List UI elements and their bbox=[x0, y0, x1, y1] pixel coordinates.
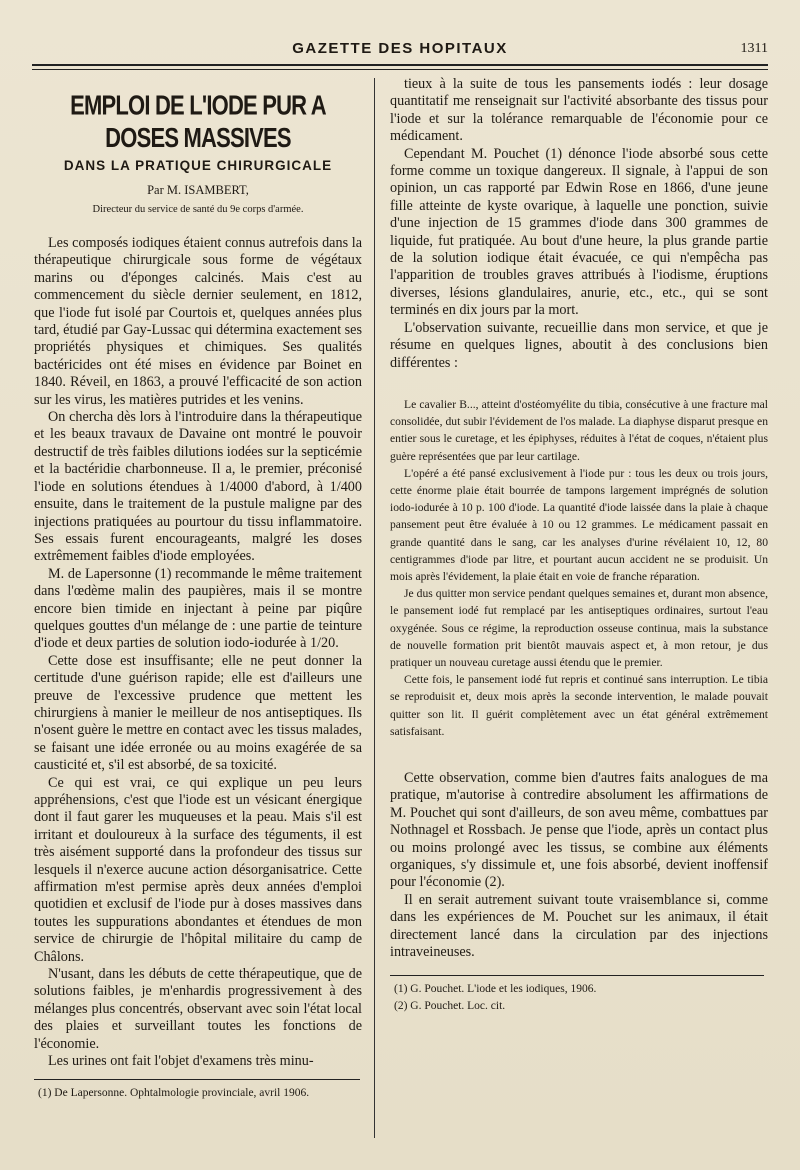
paragraph: N'usant, dans les débuts de cette thérapeutique, que de solutions faibles, je m'enhardis progressivement à des mélanges plus concentrés, observant avec soin l'état local des plaies et surveillant toutes les fonctions de l'économie. bbox=[34, 966, 362, 1052]
paragraph: M. de Lapersonne (1) recommande le même traitement dans l'œdème malin des paupières, mais il se montre encore bien timide en injectant à peine par piqûre quelques gouttes d'un mélange de : une partie de teinture d'iode et deux parties de solution iodo-iodurée à 1/20. bbox=[34, 565, 362, 652]
article-title: EMPLOI DE L'IODE PUR A DOSES MASSIVES bbox=[70, 89, 326, 154]
article-subtitle: DANS LA PRATIQUE CHIRURGICALE bbox=[63, 158, 333, 173]
page-number: 1311 bbox=[740, 41, 768, 56]
observation-paragraph: Je dus quitter mon service pendant quelques semaines et, durant mon absence, le pansement iodé fut remplacé par les antiseptiques ordinaires, surtout l'eau oxygénée. Sous ce régime, la reproduction osseuse continua, mais la substance de nouvelle formation prit bientôt mauvais aspect et, à mon retour, je dus pratiquer un nouveau curetage aussi étendu que le premier. bbox=[390, 587, 768, 669]
observation-paragraph: Le cavalier B..., atteint d'ostéomyélite du tibia, consécutive à une fracture mal consolidée, dut subir l'évidement de l'os malade. La diaphyse disparut presque en entier sous le curetage, et les épiphyses, réduites à l'état de coques, n'étaient plus guère représentées que par leur cartilage. bbox=[390, 397, 768, 463]
observation-paragraph: L'opéré a été pansé exclusivement à l'iode pur : tous les deux ou trois jours, cette énorme plaie était bourrée de tampons largement imprégnés de solution iodo-iodurée à 10 p. 100 d'iode. La quantité d'iode laissée dans la plaie à chaque pansement peut être évaluée à 10 ou 12 grammes. Le médicament passait en grande quantité dans le sang, car les analyses d'urine révélaient 10, 12, 80 centigrammes d'iode par litre, et pourtant aucun accident ne se produisit. Un mois après l'évidement, la plaie était en voie de franche réparation. bbox=[390, 466, 768, 583]
right-body-text-continued bbox=[390, 770, 768, 961]
column-divider bbox=[374, 78, 375, 1138]
paragraph: tieux à la suite de tous les pansements iodés : leur dosage quantitatif me renseignait sur l'activité absorbante des tissus pour l'iode et sur la tolérance remarquable de l'économie pour ce médicament. bbox=[390, 76, 768, 145]
case-observation bbox=[390, 396, 768, 740]
header-rule-thin bbox=[32, 69, 768, 70]
footnote-rule bbox=[34, 1079, 360, 1080]
footnote: (2) G. Pouchet. Loc. cit. bbox=[394, 1000, 506, 1013]
paragraph: Les urines ont fait l'objet d'examens très minu- bbox=[48, 1053, 314, 1070]
header-rule bbox=[32, 64, 768, 66]
paragraph: Ce qui est vrai, ce qui explique un peu leurs appréhensions, c'est que l'iode est un vésicant énergique dont il faut garer les muqueuses et la peau. Mais s'il est irritant et douloureux à la surface des téguments, il est très aisément supporté dans la profondeur des tissus sur lesquels il n'exerce aucune action désorganisatrice. Cette affirmation m'est permise après deux années d'emploi quotidien et exclusif de l'iode pur à doses massives dans toutes les suppurations abondantes et étendues de mon service de chirurgie de l'hôpital militaire du camp de Châlons. bbox=[34, 774, 362, 965]
observation-paragraph: Cette fois, le pansement iodé fut repris et continué sans interruption. Le tibia se reproduisit et, deux mois après la seconde intervention, le malade pouvait quitter son lit. Il guérit complètement avec un état général extrêmement satisfaisant. bbox=[390, 673, 768, 738]
right-column bbox=[390, 76, 768, 1014]
paragraph: On chercha dès lors à l'introduire dans la thérapeutique et les beaux travaux de Davaine ont montré le pouvoir destructif de très faibles dilutions iodées sur la septicémie et la bactéridie charbonneuse. Il a, le premier, préconisé l'iode en solutions étendues à 1/4000 d'abord, à 1/400 ensuite, dans le traitement de la pustule maligne par des injections pratiquées au pourtour du tissu inflammatoire. Ses essais furent encourageants, malgré les doses extrêmement faibles d'iode employées. bbox=[34, 409, 362, 565]
paragraph: Cette dose est insuffisante; elle ne peut donner la certitude d'une guérison rapide; elle est d'ailleurs une preuve de l'excessive prudence que mettent les chirurgiens à manier le meilleur de nos antiseptiques. Ils n'osent guère le mettre en contact avec les tissus malades, se faisant une idée erronée ou au moins exagérée de sa causticité et, s'il est absorbé, de sa toxicité. bbox=[34, 652, 362, 774]
left-body-text bbox=[34, 235, 362, 1071]
running-head bbox=[0, 40, 800, 60]
right-body-text bbox=[390, 76, 768, 372]
left-column bbox=[34, 86, 362, 1101]
paragraph: Cette observation, comme bien d'autres faits analogues de ma pratique, m'autorise à contredire absolument les affirmations de M. Pouchet qui sont d'ailleurs, de son aveu même, combattues par Nothnagel et Rossbach. Je pense que l'iode, après un contact plus ou moins prolongé avec les tissus, se combine aux éléments organiques, s'y dissimule et, une fois absorbé, devient inoffensif pour l'économie (2). bbox=[390, 769, 768, 891]
footnote-rule bbox=[390, 975, 764, 976]
author-byline: Par M. ISAMBERT, bbox=[147, 183, 249, 197]
author-affiliation: Directeur du service de santé du 9e corps d'armée. bbox=[92, 204, 304, 215]
paragraph: Cependant M. Pouchet (1) dénonce l'iode absorbé sous cette forme comme un toxique dangereux. Il signale, à l'appui de son opinion, un cas rapporté par Edwin Rose en 1866, d'une jeune fille atteinte de kyste ovarique, à laquelle une ponction, suivie d'une injection de 15 grammes d'iode dans 300 grammes de liquide, fut pratiquée. Au bout d'une heure, la plus grande partie de la solution iodique était évacuée, ce qui n'empêcha pas l'apparition de troubles graves attribués à l'iodisme, éruptions diverses, lésions glandulaires, anurie, etc., etc., qui se sont terminés en dix jours par la mort. bbox=[390, 145, 768, 319]
footnote: (1) G. Pouchet. L'iode et les iodiques, 1906. bbox=[394, 983, 597, 996]
journal-title: GAZETTE DES HOPITAUX bbox=[292, 40, 508, 57]
paragraph: Les composés iodiques étaient connus autrefois dans la thérapeutique chirurgicale sous forme de végétaux marins ou d'éponges calcinés. Mais c'est au commencement du siècle dernier seulement, en 1812, que l'iode fut isolé par Courtois et, quelques années plus tard, étudié par Gay-Lussac qui détermina exactement ses propriétés physiques et chimiques. Ses qualités bactéricides ont été mises en évidence par Boinet en 1840. Réveil, en 1863, a prouvé l'efficacité de son action sur les virus, les matières putrides et les venins. bbox=[34, 235, 362, 408]
paragraph: Il en serait autrement suivant toute vraisemblance si, comme dans les expériences de M. Pouchet sur les animaux, il était directement lancé dans la circulation par des injections intraveineuses. bbox=[390, 891, 768, 961]
footnote: (1) De Lapersonne. Ophtalmologie provinciale, avril 1906. bbox=[38, 1086, 310, 1099]
paragraph: L'observation suivante, recueillie dans mon service, et que je résume en quelques lignes, aboutit à des conclusions bien différentes : bbox=[390, 319, 768, 371]
